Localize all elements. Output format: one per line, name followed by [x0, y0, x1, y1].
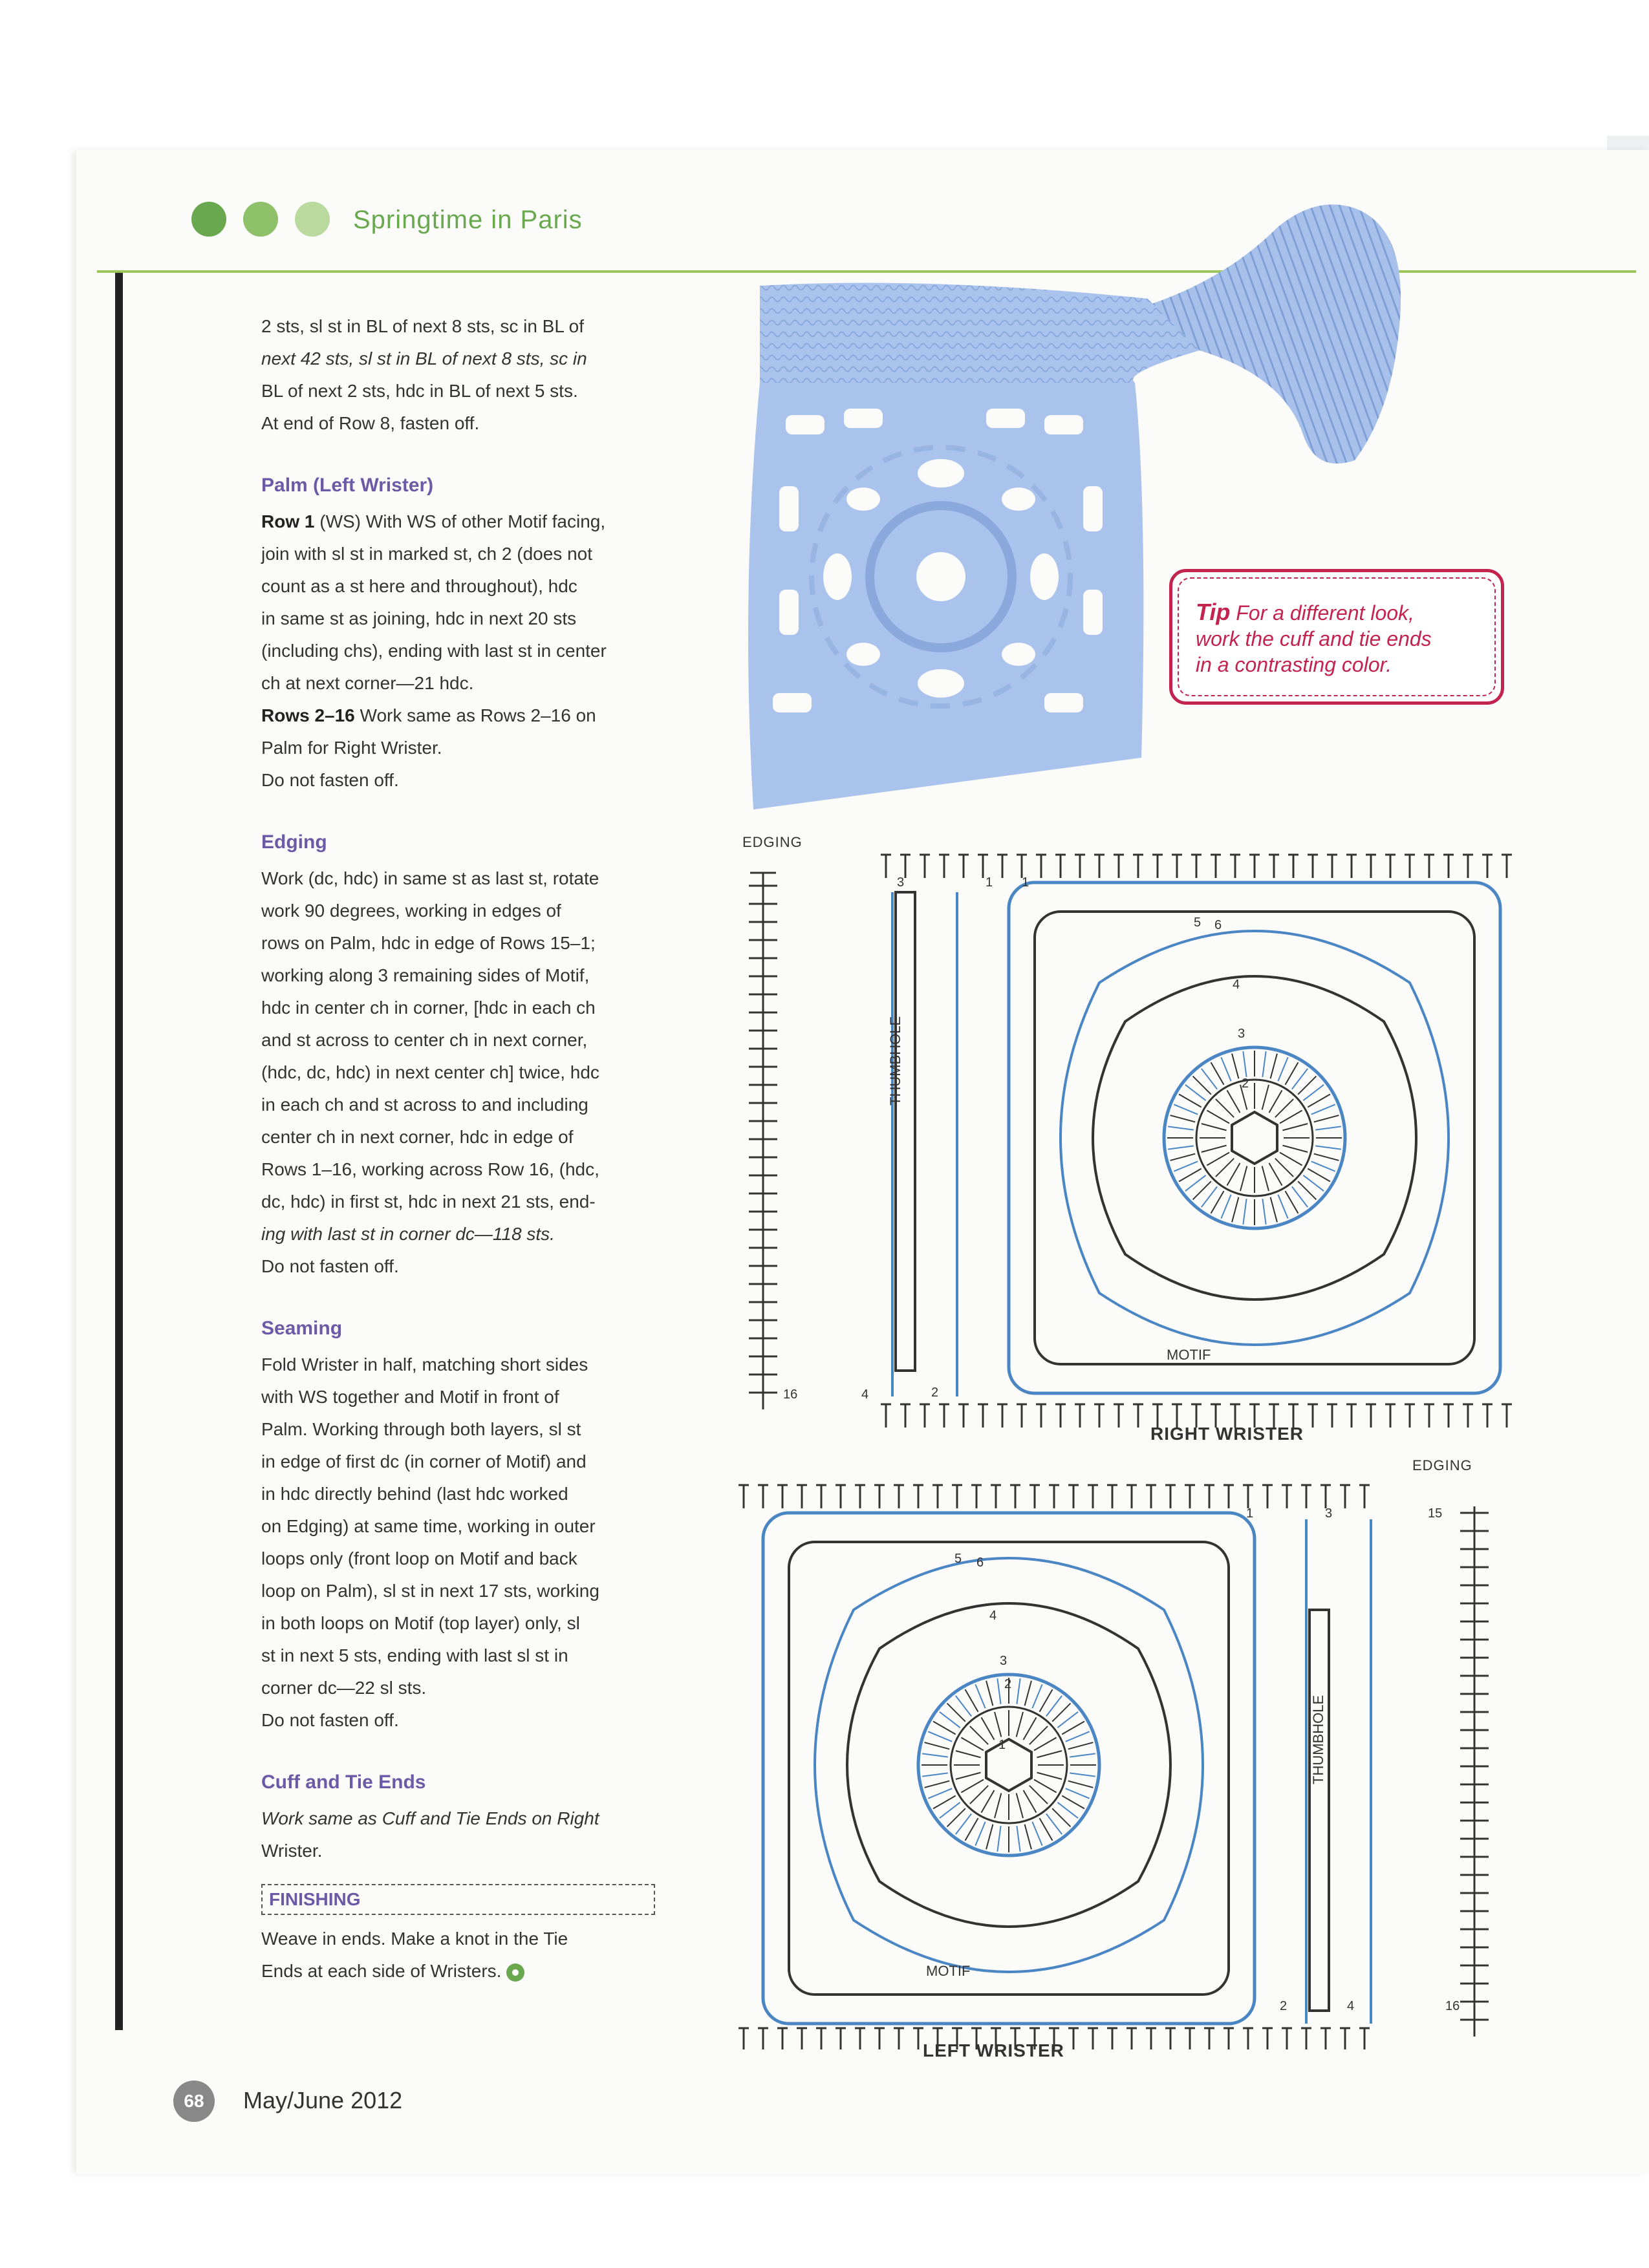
left-wrister-chart: [724, 1481, 1520, 2049]
stitch-mark: [1271, 1054, 1277, 1079]
stitch-mark: [1046, 1813, 1062, 1834]
stitch-mark: [1292, 1186, 1308, 1207]
row1-label: Row 1: [261, 511, 315, 531]
left-wrister-title: LEFT WRISTER: [923, 2040, 1064, 2060]
tip-line-2: work the cuff and tie ends: [1196, 627, 1432, 650]
stitch-mark: [1052, 1808, 1070, 1826]
round-num: 2: [1242, 1076, 1249, 1091]
stitch-mark: [956, 1773, 981, 1779]
stitch-mark: [1216, 1099, 1234, 1117]
stitch-mark: [956, 1751, 981, 1757]
header-dot-2: [243, 202, 278, 237]
stitch-mark: [925, 1781, 950, 1788]
stitch-mark: [975, 1684, 985, 1708]
stitch-mark: [1207, 1153, 1229, 1166]
stitch-mark: [928, 1731, 952, 1741]
thumbhole-label-top: THUMBHOLE: [887, 1016, 903, 1106]
stitch-mark: [1179, 1169, 1202, 1182]
stitch-mark: [970, 1726, 988, 1744]
stitch-mark: [1227, 1090, 1240, 1113]
row-num: 15: [1428, 1506, 1443, 1521]
stitch-mark: [1025, 1824, 1031, 1850]
palm-line: ch at next corner—21 hdc.: [261, 673, 474, 693]
thumbhole-column: [892, 892, 957, 1396]
stitch-mark: [1024, 1790, 1037, 1813]
stitch-mark: [1029, 1786, 1048, 1804]
right-wrister-title: RIGHT WRISTER: [1150, 1424, 1304, 1444]
seaming-line: in both loops on Motif (top layer) only, sl: [261, 1613, 580, 1633]
cuff-band: [760, 283, 1200, 390]
edging-line: in each ch and st across to and including: [261, 1095, 588, 1115]
right-edging-rows: [750, 873, 776, 1409]
stitch-mark: [997, 1678, 1000, 1704]
row-num: 2: [931, 1385, 939, 1400]
stitch-mark: [1308, 1095, 1330, 1107]
palm-row1-line: [261, 506, 662, 538]
finishing-heading: FINISHING: [261, 1884, 655, 1915]
top-edging-label: EDGING: [742, 834, 803, 850]
stitch-mark: [975, 1822, 985, 1846]
stitch-mark: [933, 1722, 956, 1735]
stitch-mark: [922, 1773, 948, 1776]
stitch-mark: [1068, 1781, 1094, 1788]
stitch-mark: [1170, 1115, 1196, 1122]
palm-end: Do not fasten off.: [261, 770, 399, 790]
round-num: 4: [989, 1609, 997, 1623]
stitch-mark: [1040, 1818, 1053, 1841]
stitch-mark: [1286, 1062, 1299, 1085]
seaming-line: loops only (front loop on Motif and back: [261, 1548, 577, 1568]
palm-rows-line: [261, 700, 662, 732]
stitch-mark: [1052, 1704, 1070, 1722]
stitch-mark: [1202, 1069, 1217, 1089]
motif-stitches: [1167, 1051, 1342, 1225]
rows-label: Rows 2–16: [261, 705, 355, 725]
stitch-mark: [940, 1803, 960, 1818]
row-num: 16: [1445, 1999, 1460, 2013]
stitch-mark: [1037, 1751, 1062, 1757]
round-num: 5: [954, 1552, 962, 1566]
stitch-mark: [1286, 1191, 1299, 1214]
round-num: 1: [998, 1738, 1006, 1752]
stitch-mark: [1282, 1124, 1308, 1130]
intro-line: 2 sts, sl st in BL of next 8 sts, sc in BL of: [261, 316, 585, 336]
stitch-mark: [1202, 1124, 1227, 1130]
motif-outline: [763, 1513, 1255, 2024]
stitch-mark: [997, 1826, 1000, 1852]
stitch-mark: [1282, 1146, 1308, 1152]
tip-line-1-text: For a different look,: [1230, 601, 1414, 625]
stitch-mark: [1278, 1057, 1288, 1081]
header-dot-3: [295, 202, 330, 237]
stitch-mark: [1269, 1090, 1282, 1113]
tip-label: Tip: [1196, 599, 1231, 625]
stitch-mark: [1315, 1146, 1341, 1149]
stitch-mark: [1315, 1126, 1341, 1129]
cuff-heading: Cuff and Tie Ends: [261, 1771, 426, 1793]
stitch-mark: [1025, 1681, 1031, 1706]
stitch-mark: [940, 1712, 960, 1728]
row-num: 4: [1347, 1999, 1355, 2013]
edging-line: center ch in next corner, hdc in edge of: [261, 1127, 574, 1147]
stitch-mark: [1068, 1742, 1094, 1749]
stitch-mark: [1168, 1146, 1194, 1149]
stitch-mark: [1168, 1126, 1194, 1129]
stitch-mark: [947, 1808, 965, 1826]
edging-line: Rows 1–16, working across Row 16, (hdc,: [261, 1159, 599, 1179]
thumbhole-label-bottom: THUMBHOLE: [1310, 1695, 1326, 1784]
edging-line: rows on Palm, hdc in edge of Rows 15–1;: [261, 933, 596, 953]
edging-line: hdc in center ch in corner, [hdc in each ch: [261, 998, 596, 1018]
motif-outline: [1009, 883, 1500, 1393]
stitch-mark: [1308, 1169, 1330, 1182]
intro-line: next 42 sts, sl st in BL of next 8 sts, sc in: [261, 348, 587, 369]
palm-line: (including chs), ending with last st in center: [261, 641, 607, 661]
tip-text: [1196, 599, 1487, 678]
stitch-mark: [1211, 1191, 1224, 1214]
stitch-mark: [1066, 1788, 1090, 1798]
stitch-mark: [1275, 1099, 1293, 1117]
stitch-mark: [1057, 1712, 1078, 1728]
end-of-pattern-icon: [506, 1963, 524, 1982]
rows-text: Work same as Rows 2–16 on: [354, 705, 596, 725]
stitch-mark: [982, 1790, 995, 1813]
stitch-mark: [1040, 1689, 1053, 1712]
row-num: 4: [861, 1387, 869, 1402]
stitch-mark: [1292, 1069, 1308, 1089]
row-num: 1: [1246, 1506, 1254, 1521]
stitch-mark: [1032, 1684, 1042, 1708]
stitch-mark: [961, 1780, 984, 1793]
seaming-end: Do not fasten off.: [261, 1710, 399, 1730]
stitch-mark: [1278, 1195, 1288, 1219]
stitch-mark: [1232, 1054, 1238, 1079]
edging-end: Do not fasten off.: [261, 1256, 399, 1276]
stitch-mark: [1314, 1115, 1339, 1122]
tip-box: [1169, 569, 1504, 705]
round-num: 3: [1000, 1654, 1008, 1668]
stitch-mark: [1185, 1175, 1206, 1191]
palm-line: in same st as joining, hdc in next 20 sts: [261, 608, 577, 628]
motif-label-top: MOTIF: [1167, 1347, 1211, 1363]
stitch-mark: [1017, 1678, 1020, 1704]
stitch-mark: [1034, 1780, 1057, 1793]
stitch-mark: [1240, 1166, 1247, 1191]
round-num: 4: [1233, 978, 1240, 992]
edging-line: and st across to center ch in next corner,: [261, 1030, 588, 1050]
stitch-mark: [965, 1689, 978, 1712]
seaming-line: loop on Palm), sl st in next 17 sts, working: [261, 1581, 599, 1601]
edging-heading: Edging: [261, 831, 327, 853]
seaming-line: on Edging) at same time, working in outer: [261, 1516, 596, 1536]
round-num: 3: [1238, 1027, 1245, 1041]
stitch-mark: [1185, 1085, 1206, 1100]
seaming-line: st in next 5 sts, ending with last sl st in: [261, 1645, 568, 1665]
stitch-mark: [1311, 1161, 1335, 1171]
edging-line: ing with last st in corner dc—118 sts.: [261, 1224, 555, 1244]
row-num: 2: [1280, 1999, 1288, 2013]
intro-line: BL of next 2 sts, hdc in BL of next 5 sts.: [261, 381, 578, 401]
stitch-mark: [1269, 1163, 1282, 1186]
right-wrister-chart: [737, 853, 1526, 1429]
stitch-mark: [1017, 1712, 1023, 1737]
stitch-mark: [1262, 1085, 1269, 1110]
wrister-photo: [734, 189, 1413, 809]
stitch-mark: [1032, 1822, 1042, 1846]
stitch-mark: [922, 1753, 948, 1757]
stitch-mark: [1211, 1062, 1224, 1085]
stitch-mark: [1298, 1181, 1316, 1199]
stitch-mark: [1243, 1199, 1246, 1225]
finishing-line-2: [261, 1955, 662, 1987]
row1-text: (WS) With WS of other Motif facing,: [314, 511, 606, 531]
page-spine-shadow: [115, 272, 123, 2030]
stitch-mark: [1216, 1159, 1234, 1177]
stitch-mark: [925, 1742, 950, 1749]
stitch-mark: [970, 1786, 988, 1804]
cuff-line: Wrister.: [261, 1841, 323, 1861]
motif-stitches: [921, 1678, 1096, 1852]
issue-date: May/June 2012: [243, 2087, 403, 2113]
section-title: Springtime in Paris: [353, 206, 583, 234]
stitch-mark: [1066, 1731, 1090, 1741]
tip-line-1: [1196, 599, 1487, 626]
stitch-mark: [956, 1696, 971, 1717]
round-num: 2: [1004, 1677, 1012, 1691]
stitch-mark: [1062, 1722, 1084, 1735]
stitch-mark: [1221, 1195, 1231, 1219]
stitch-mark: [1243, 1051, 1246, 1077]
stitch-mark: [1070, 1773, 1095, 1776]
stitch-mark: [986, 1824, 993, 1850]
stitch-mark: [1303, 1085, 1324, 1100]
stitch-mark: [986, 1681, 993, 1706]
round-num: 6: [976, 1556, 984, 1570]
stitch-mark: [1227, 1163, 1240, 1186]
stitch-mark: [1262, 1199, 1266, 1225]
seaming-heading: Seaming: [261, 1318, 343, 1339]
round-num: 5: [1194, 915, 1202, 930]
stitch-mark: [1017, 1826, 1020, 1852]
stitch-mark: [982, 1717, 995, 1740]
stitch-mark: [1271, 1197, 1277, 1223]
seaming-line: Fold Wrister in half, matching short sides: [261, 1354, 588, 1375]
top-stitch-row: [738, 1485, 1370, 1508]
stitch-mark: [1062, 1796, 1084, 1809]
finishing-line-text: Ends at each side of Wristers.: [261, 1961, 502, 1981]
palm-line: Palm for Right Wrister.: [261, 738, 442, 758]
edging-line: work 90 degrees, working in edges of: [261, 901, 561, 921]
stitch-mark: [1034, 1738, 1057, 1751]
seaming-line: Palm. Working through both layers, sl st: [261, 1419, 581, 1439]
stitch-mark: [1311, 1104, 1335, 1114]
finishing-line: Weave in ends. Make a knot in the Tie: [261, 1929, 568, 1949]
cuff-line: Work same as Cuff and Tie Ends on Right: [261, 1808, 599, 1828]
seaming-line: with WS together and Motif in front of: [261, 1387, 559, 1407]
stitch-mark: [956, 1813, 971, 1834]
stitch-mark: [965, 1818, 978, 1841]
stitch-mark: [961, 1738, 984, 1751]
palm-line: count as a st here and throughout), hdc: [261, 576, 577, 596]
stitch-mark: [1303, 1175, 1324, 1191]
stitch-mark: [947, 1704, 965, 1722]
stitch-mark: [1262, 1166, 1269, 1191]
stitch-mark: [1046, 1696, 1062, 1717]
row-num: 3: [1325, 1506, 1333, 1521]
pattern-text-column: [261, 310, 662, 1987]
stitch-mark: [1193, 1076, 1211, 1095]
header-dot-1: [191, 202, 226, 237]
stitch-mark: [1207, 1111, 1229, 1124]
edging-line: Work (dc, hdc) in same st as last st, rotate: [261, 868, 599, 888]
stitch-mark: [1202, 1146, 1227, 1152]
stitch-mark: [1170, 1154, 1196, 1161]
stitch-mark: [1298, 1076, 1316, 1095]
stitch-mark: [1024, 1717, 1037, 1740]
stitch-mark: [933, 1796, 956, 1809]
bottom-edging-label: EDGING: [1412, 1457, 1472, 1473]
seaming-line: in hdc directly behind (last hdc worked: [261, 1484, 568, 1504]
tip-line-3: in a contrasting color.: [1196, 653, 1392, 676]
row-num: 16: [783, 1387, 798, 1402]
stitch-mark: [995, 1712, 1001, 1737]
round-num: 1: [986, 875, 993, 890]
seaming-line: in edge of first dc (in corner of Motif) and: [261, 1451, 587, 1471]
stitch-mark: [1057, 1803, 1078, 1818]
round-num: 6: [1214, 918, 1222, 932]
edging-line: (hdc, dc, hdc) in next center ch] twice, hdc: [261, 1062, 599, 1082]
stitch-mark: [1232, 1197, 1238, 1223]
intro-block: [261, 310, 662, 440]
stitch-mark: [1029, 1726, 1048, 1744]
row-num: 1: [1022, 875, 1029, 890]
stitch-mark: [1179, 1095, 1202, 1107]
intro-line: At end of Row 8, fasten off.: [261, 413, 480, 433]
stitch-mark: [1262, 1051, 1266, 1077]
stitch-mark: [1280, 1153, 1302, 1166]
motif-label-bottom: MOTIF: [926, 1963, 971, 1979]
row-num: 3: [897, 875, 905, 890]
stitch-mark: [1017, 1793, 1023, 1818]
stitch-mark: [995, 1793, 1001, 1818]
edging-line: dc, hdc) in first st, hdc in next 21 sts, end-: [261, 1192, 596, 1212]
stitch-mark: [1193, 1181, 1211, 1199]
stitch-mark: [1202, 1186, 1217, 1207]
page-number: 68: [173, 2081, 215, 2122]
seaming-line: corner dc—22 sl sts.: [261, 1678, 427, 1698]
stitch-mark: [1314, 1154, 1339, 1161]
stitch-mark: [1174, 1104, 1198, 1114]
stitch-mark: [1037, 1773, 1062, 1779]
palm-heading: Palm (Left Wrister): [261, 475, 434, 496]
stitch-mark: [928, 1788, 952, 1798]
palm-line: join with sl st in marked st, ch 2 (does not: [261, 544, 592, 564]
stitch-mark: [1280, 1111, 1302, 1124]
tie-end: [1148, 204, 1401, 464]
stitch-mark: [1070, 1753, 1095, 1757]
stitch-mark: [1174, 1161, 1198, 1171]
top-stitch-row: [881, 855, 1512, 878]
stitch-mark: [1221, 1057, 1231, 1081]
stitch-mark: [1275, 1159, 1293, 1177]
edging-line: working along 3 remaining sides of Motif,: [261, 965, 590, 985]
